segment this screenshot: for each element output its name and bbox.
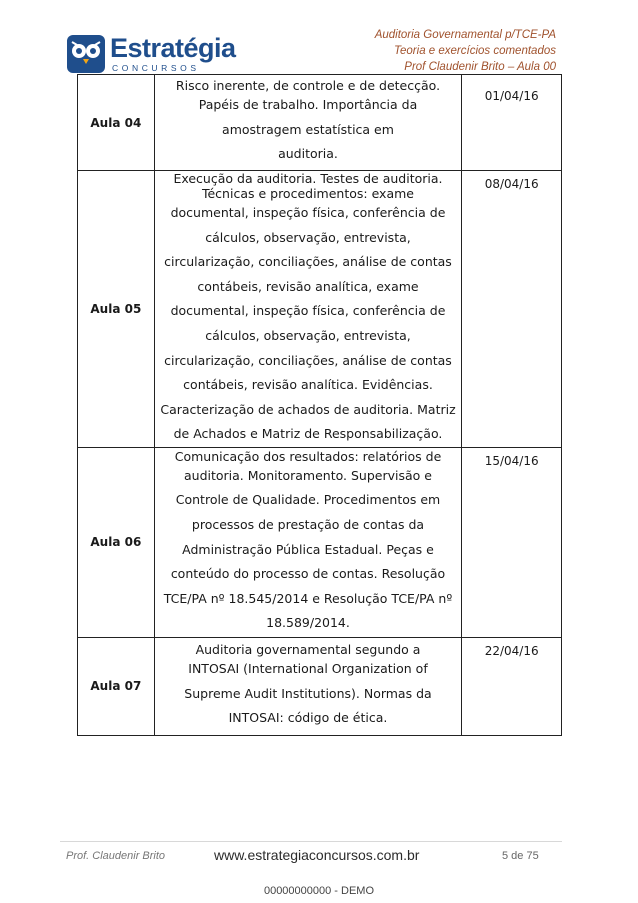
content-line: Supreme Audit Institutions). Normas da [184, 685, 432, 701]
content-line: de Achados e Matriz de Responsabilização. [173, 426, 443, 442]
content-line: auditoria. [278, 146, 338, 162]
content-line: auditoria. Monitoramento. Supervisão e [184, 467, 432, 483]
date-value: 01/04/16 [484, 89, 539, 103]
content-line: Comunicação dos resultados: relatórios de [174, 448, 442, 464]
content-cell [154, 447, 462, 637]
schedule-table [77, 74, 562, 736]
content-line: amostragem estatística em [222, 121, 394, 137]
content-line: contábeis, revisão analítica. Evidências. [183, 377, 433, 393]
content-line: documental, inspeção física, conferência de [170, 205, 446, 220]
date-value: 08/04/16 [484, 177, 539, 191]
logo-wordmark: Estratégia [110, 33, 236, 63]
content-cell [154, 637, 462, 735]
content-line: Técnicas e procedimentos: exame [201, 186, 414, 201]
content-line: circularização, conciliações, análise de contas [164, 352, 452, 368]
footer-page-number: 5 de 75 [502, 850, 539, 862]
content-line: INTOSAI (International Organization of [188, 661, 428, 677]
aula-cell: Aula 04 [78, 75, 155, 171]
footer-website-link[interactable]: www.estrategiaconcursos.com.br [214, 847, 420, 863]
content-line: Administração Pública Estadual. Peças e [182, 541, 434, 557]
aula-cell: Aula 05 [78, 171, 155, 448]
logo [66, 33, 236, 75]
date-value: 22/04/16 [484, 643, 539, 658]
header-lesson: Prof Claudenir Brito – Aula 00 [404, 61, 556, 73]
date-cell [462, 447, 562, 637]
owl-logo-icon [66, 33, 108, 75]
content-line: Auditoria governamental segundo a [195, 642, 421, 658]
logo-subtitle: CONCURSOS [112, 63, 200, 73]
content-line: Execução da auditoria. Testes de auditoria. [173, 171, 443, 186]
table-row [78, 447, 562, 637]
content-line: Risco inerente, de controle e de detecção. [175, 78, 441, 94]
table-row [78, 171, 562, 448]
content-line: 18.589/2014. [266, 615, 350, 631]
date-cell [462, 171, 562, 448]
content-line: Papéis de trabalho. Importância da [198, 97, 418, 113]
content-line: processos de prestação de contas da [191, 517, 425, 533]
content-line: cálculos, observação, entrevista, [205, 327, 411, 343]
content-line: INTOSAI: código de ética. [228, 710, 388, 726]
date-value: 15/04/16 [484, 453, 539, 468]
content-line: documental, inspeção física, conferência de [170, 303, 446, 319]
content-line: TCE/PA nº 18.545/2014 e Resolução TCE/PA nº [163, 590, 453, 606]
date-cell [462, 637, 562, 735]
content-line: conteúdo do processo de contas. Resolução [170, 566, 446, 582]
content-cell [154, 75, 462, 171]
content-cell [154, 171, 462, 448]
header-course-title: Auditoria Governamental p/TCE-PA [374, 29, 556, 41]
content-line: circularização, conciliações, análise de contas [164, 254, 452, 270]
document-header [375, 27, 556, 75]
footer-author: Prof. Claudenir Brito [66, 850, 166, 862]
content-line: contábeis, revisão analítica, exame [197, 278, 419, 294]
aula-cell: Aula 06 [78, 447, 155, 637]
table-row [78, 637, 562, 735]
date-cell [462, 75, 562, 171]
footer-divider [60, 841, 562, 842]
content-line: cálculos, observação, entrevista, [205, 229, 411, 245]
content-line: Controle de Qualidade. Procedimentos em [175, 492, 441, 508]
table-row [78, 75, 562, 171]
demo-watermark: 00000000000 - DEMO [263, 885, 375, 897]
content-line: Caracterização de achados de auditoria. Matriz [160, 401, 456, 417]
aula-cell: Aula 07 [78, 637, 155, 735]
header-course-subtitle: Teoria e exercícios comentados [394, 45, 556, 57]
